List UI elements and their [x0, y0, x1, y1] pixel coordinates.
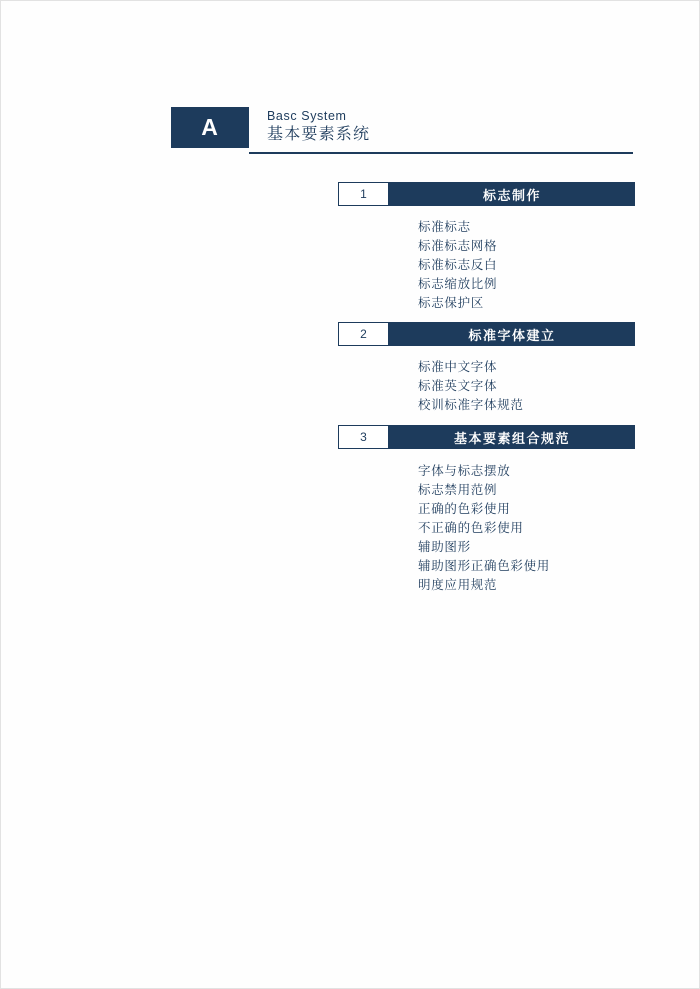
list-item: 不正确的色彩使用 — [418, 521, 524, 535]
list-item: 标准标志反白 — [418, 258, 498, 272]
section-item-list-2 — [418, 358, 638, 415]
list-item: 标准中文字体 — [418, 360, 498, 374]
section-item-list-1 — [418, 218, 638, 313]
section-title-1: 标志制作 — [389, 182, 635, 206]
section-block-3 — [338, 425, 635, 592]
header-title-group — [267, 107, 370, 148]
list-item: 标准标志网格 — [418, 239, 498, 253]
header-divider — [249, 152, 633, 154]
list-item: 标志缩放比例 — [418, 277, 498, 291]
list-item: 标志禁用范例 — [418, 483, 498, 497]
header-title-chinese: 基本要素系统 — [267, 126, 371, 143]
section-number-1: 1 — [338, 182, 389, 206]
section-block-2 — [338, 322, 635, 412]
section-header-2 — [338, 322, 635, 346]
section-number-3: 3 — [338, 425, 389, 449]
list-item: 辅助图形正确色彩使用 — [418, 559, 551, 573]
section-header-1 — [338, 182, 635, 206]
list-item: 标志保护区 — [418, 296, 485, 310]
list-item: 标准标志 — [418, 220, 471, 234]
list-item: 辅助图形 — [418, 540, 471, 554]
section-title-3: 基本要素组合规范 — [389, 425, 635, 449]
list-item: 校训标准字体规范 — [418, 398, 524, 412]
list-item: 标准英文字体 — [418, 379, 498, 393]
list-item: 正确的色彩使用 — [418, 502, 511, 516]
section-letter-badge: A — [171, 107, 249, 148]
section-block-1 — [338, 182, 635, 310]
list-item: 明度应用规范 — [418, 578, 498, 592]
section-header-3 — [338, 425, 635, 449]
page-header — [171, 107, 633, 153]
section-item-list-3 — [418, 462, 638, 595]
header-title-english: Basc System — [267, 109, 347, 123]
list-item: 字体与标志摆放 — [418, 464, 511, 478]
section-title-2: 标准字体建立 — [389, 322, 635, 346]
section-number-2: 2 — [338, 322, 389, 346]
